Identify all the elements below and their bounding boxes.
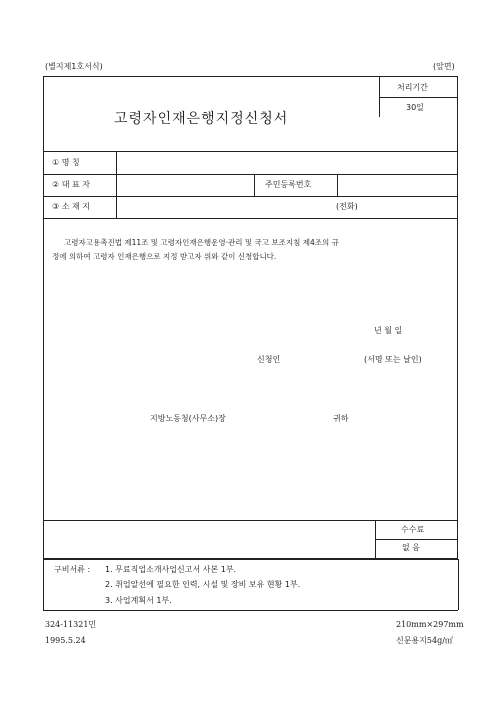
fee-label: 수수료 [401,525,425,534]
recipient: 지방노동청(사무소)장 [150,414,226,423]
application-form [43,76,458,559]
honorific: 귀하 [333,414,349,423]
processing-label: 처리기간 [397,83,428,92]
date-line: 년 월 일 [374,326,403,335]
phone-label: (전화) [336,202,358,211]
statement-line-1: 고령자고용촉진법 제11조 및 고령자인재은행운영·관리 및 국고 보조지침 제4조의 규 [64,238,339,247]
attachments-label: 구비서류 : [54,565,91,574]
applicant-label: 신청인 [257,355,281,364]
resident-number-field[interactable] [339,176,456,194]
name-field[interactable] [118,153,456,172]
form-number: (별지제1호서식) [45,62,103,71]
representative-field[interactable] [118,176,252,194]
representative-label: ② 대 표 자 [52,180,90,189]
paper-type: 신문용지54g/㎡ [396,636,453,645]
address-label: ③ 소 재 지 [52,202,90,211]
attachment-item-2: 2. 취업알선에 필요한 인력, 시설 및 장비 보유 현황 1부. [105,580,301,589]
signature-label: (서명 또는 날인) [364,355,422,364]
form-code: 324-11321민 [45,620,97,629]
attachment-item-3: 3. 사업계획서 1부. [105,596,172,605]
paper-size: 210mm×297mm [396,620,464,629]
form-date: 1995.5.24 [45,636,86,645]
attachment-item-1: 1. 무료직업소개사업신고서 사본 1부. [105,565,237,574]
processing-value: 30일 [406,103,424,112]
page-title: 고령자인재은행지정신청서 [114,111,289,127]
name-label: ① 명 칭 [52,158,80,167]
fee-value: 없 음 [402,543,420,552]
page-side-label: (앞면) [433,62,455,71]
resident-number-label: 주민등록번호 [265,180,312,189]
statement-line-2: 정에 의하여 고령자 인재은행으로 지정 받고자 위와 같이 신청합니다. [52,252,277,261]
